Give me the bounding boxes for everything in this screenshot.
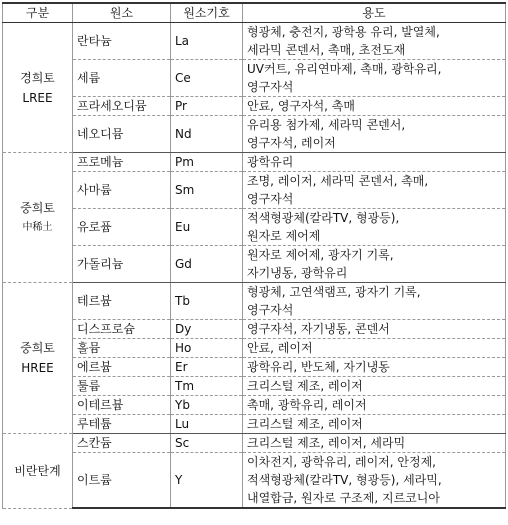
table-row <box>3 60 506 97</box>
use-line: 광학유리 <box>247 155 294 169</box>
use-line: 영구자석 <box>247 80 294 94</box>
element-use <box>243 209 506 246</box>
element-name: 이트륨 <box>73 453 171 509</box>
element-name: 디스프로슘 <box>73 320 171 339</box>
element-name: 이테르븀 <box>73 396 171 415</box>
element-use <box>243 283 506 320</box>
table-row <box>3 153 506 172</box>
use-line: 적색형광체(칼라TV, 형광등), 세라믹, <box>247 473 442 487</box>
element-use <box>243 246 506 283</box>
use-line: 안료, 레이저 <box>247 341 313 355</box>
element-name: 유로퓸 <box>73 209 171 246</box>
use-line: 자기냉동, 광학유리 <box>247 266 348 280</box>
element-symbol: Gd <box>171 246 243 283</box>
element-use <box>243 339 506 358</box>
table-row <box>3 358 506 377</box>
table-row <box>3 97 506 116</box>
category-label: 경희토 <box>20 70 55 85</box>
use-line: 세라믹 콘덴서, 촉매, 초전도재 <box>247 43 406 57</box>
element-use <box>243 60 506 97</box>
use-line: 형광체, 고연색램프, 광자기 기록, <box>247 285 421 299</box>
element-name: 에르븀 <box>73 358 171 377</box>
use-line: 크리스털 제조, 레이저 <box>247 379 363 393</box>
element-name: 툴륨 <box>73 377 171 396</box>
use-line: 안료, 영구자석, 촉매 <box>247 99 355 113</box>
table-row <box>3 246 506 283</box>
element-symbol: Ho <box>171 339 243 358</box>
use-line: 형광체, 충전지, 광학용 유리, 발열체, <box>247 25 440 39</box>
element-use <box>243 396 506 415</box>
element-name: 란타늄 <box>73 23 171 60</box>
element-symbol: Er <box>171 358 243 377</box>
use-line: 촉매, 광학유리, 레이저 <box>247 398 367 412</box>
element-name: 테르븀 <box>73 283 171 320</box>
category-sublabel: LREE <box>22 90 53 105</box>
rare-earth-table <box>2 2 506 509</box>
header-row <box>3 3 506 23</box>
element-symbol: Tb <box>171 283 243 320</box>
element-symbol: Tm <box>171 377 243 396</box>
table-row <box>3 116 506 153</box>
use-line: 영구자석 <box>247 303 294 317</box>
table-row <box>3 377 506 396</box>
element-use <box>243 434 506 453</box>
category-cell <box>3 283 73 434</box>
table-row <box>3 396 506 415</box>
element-use <box>243 23 506 60</box>
category-cell <box>3 434 73 509</box>
table-row <box>3 434 506 453</box>
element-use <box>243 358 506 377</box>
use-line: 적색형광체(칼라TV, 형광등), <box>247 211 400 225</box>
use-line: 내열합금, 원자로 구조제, 지르코니아 <box>247 491 440 505</box>
use-line: 영구자석, 자기냉동, 콘덴서 <box>247 322 390 336</box>
table-row <box>3 172 506 209</box>
table-row <box>3 209 506 246</box>
use-line: 원자로 제어제 <box>247 229 321 243</box>
element-symbol: Sm <box>171 172 243 209</box>
category-sublabel: HREE <box>21 361 54 375</box>
table-row <box>3 283 506 320</box>
element-symbol: Sc <box>171 434 243 453</box>
use-line: 영구자석, 레이저 <box>247 136 336 150</box>
table-row <box>3 23 506 60</box>
element-symbol: Yb <box>171 396 243 415</box>
header-symbol: 원소기호 <box>171 3 243 23</box>
element-name: 홀뮴 <box>73 339 171 358</box>
element-use <box>243 97 506 116</box>
table-row <box>3 453 506 509</box>
element-name: 스칸듐 <box>73 434 171 453</box>
use-line: 크리스털 제조, 레이저 <box>247 417 363 431</box>
category-cell <box>3 153 73 283</box>
element-name: 세륨 <box>73 60 171 97</box>
table-row <box>3 415 506 434</box>
element-symbol: Ce <box>171 60 243 97</box>
use-line: 원자로 제어제, 광자기 기록, <box>247 248 394 262</box>
use-line: 유리용 첨가제, 세라믹 콘덴서, <box>247 118 406 132</box>
category-sublabel: 中稀土 <box>22 221 53 233</box>
element-name: 프라세오디뮴 <box>73 97 171 116</box>
element-use <box>243 153 506 172</box>
element-name: 네오디뮴 <box>73 116 171 153</box>
element-symbol: Lu <box>171 415 243 434</box>
header-use: 용도 <box>243 3 506 23</box>
element-symbol: Y <box>171 453 243 509</box>
use-line: 광학유리, 반도체, 자기냉동 <box>247 360 390 374</box>
element-use <box>243 453 506 509</box>
use-line: 크리스털 제조, 레이저, 세라믹 <box>247 436 406 450</box>
header-element: 원소 <box>73 3 171 23</box>
use-line: UV커트, 유리연마제, 촉매, 광학유리, <box>247 62 442 76</box>
element-name: 프로메늄 <box>73 153 171 172</box>
table-row <box>3 339 506 358</box>
use-line: 영구자석 <box>247 192 294 206</box>
element-use <box>243 415 506 434</box>
table-row <box>3 320 506 339</box>
element-name: 가돌리늄 <box>73 246 171 283</box>
category-label: 중희토 <box>20 200 55 215</box>
element-use <box>243 377 506 396</box>
use-line: 이차전지, 광학유리, 레이저, 안정제, <box>247 455 436 469</box>
table-body <box>3 23 506 509</box>
element-symbol: Eu <box>171 209 243 246</box>
element-use <box>243 172 506 209</box>
element-symbol: Dy <box>171 320 243 339</box>
element-symbol: Nd <box>171 116 243 153</box>
element-symbol: Pr <box>171 97 243 116</box>
use-line: 조명, 레이저, 세라믹 콘덴서, 촉매, <box>247 174 429 188</box>
header-category: 구분 <box>3 3 73 23</box>
category-cell <box>3 23 73 153</box>
element-name: 사마륨 <box>73 172 171 209</box>
element-name: 루테튬 <box>73 415 171 434</box>
category-label: 중희토 <box>20 341 55 355</box>
element-symbol: Pm <box>171 153 243 172</box>
element-symbol: La <box>171 23 243 60</box>
category-label: 비란탄계 <box>14 463 61 478</box>
element-use <box>243 320 506 339</box>
element-use <box>243 116 506 153</box>
